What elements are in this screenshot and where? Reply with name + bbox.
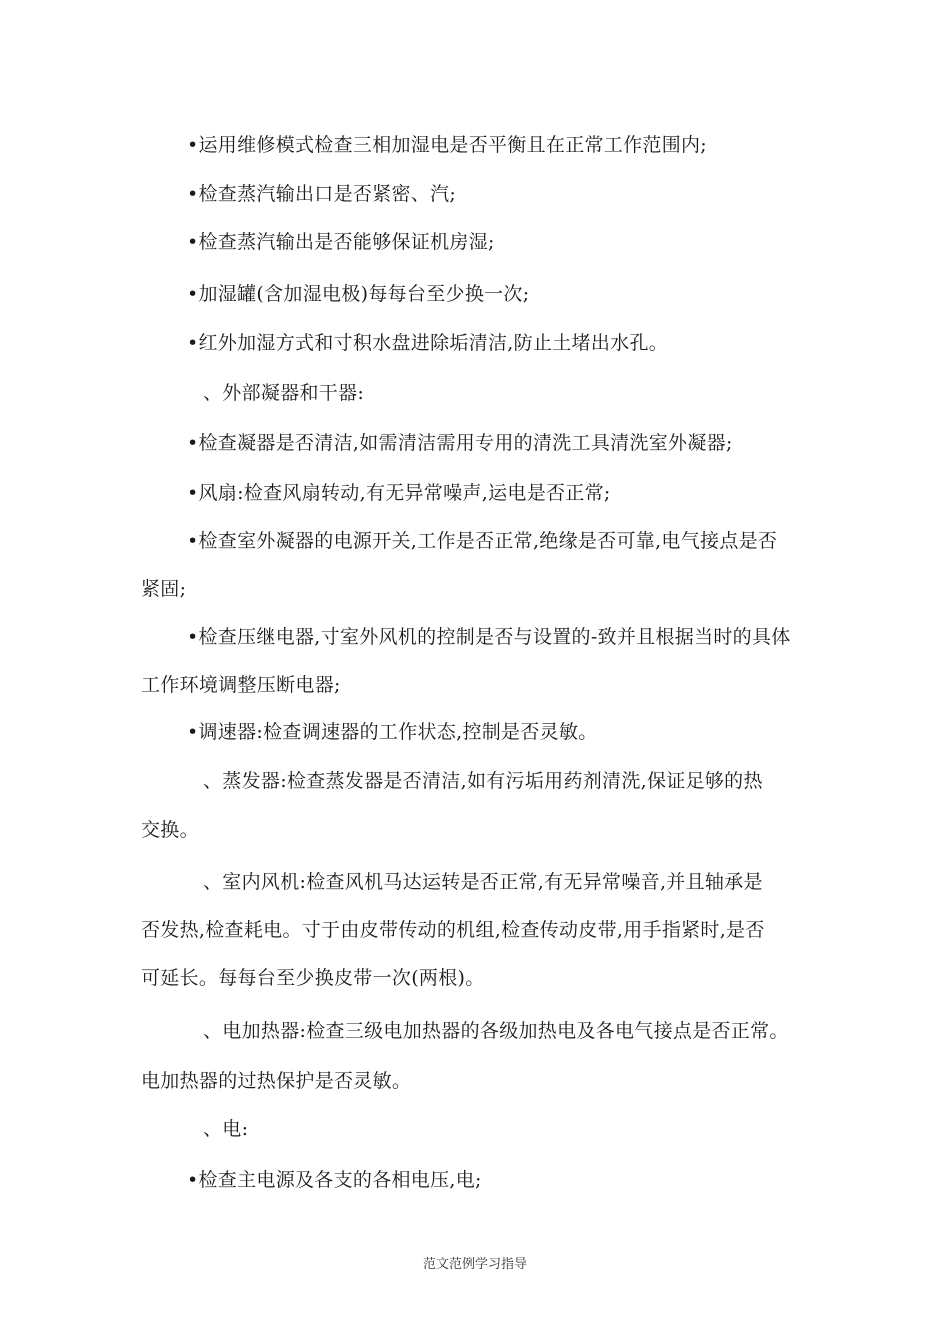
text-line: •加湿罐(含加湿电极)每每台至少换一次; bbox=[187, 283, 530, 305]
text-line: •风扇:检查风扇转动,有无异常噪声,运电是否正常; bbox=[187, 482, 611, 504]
section-heading: 、电: bbox=[203, 1118, 249, 1140]
text-line: •检查压继电器,寸室外风机的控制是否与设置的-致并且根据当时的具体 bbox=[187, 626, 791, 648]
text-line: 交换。 bbox=[141, 819, 199, 841]
section-heading: 、电加热器:检查三级电加热器的各级加热电及各电气接点是否正常。 bbox=[203, 1020, 789, 1042]
text-line: 电加热器的过热保护是否灵敏。 bbox=[141, 1070, 412, 1092]
page-footer: 范文范例学习指导 bbox=[422, 1257, 527, 1272]
text-line: 可延长。每每台至少换皮带一次(两根)。 bbox=[141, 967, 485, 989]
text-line: •检查主电源及各支的各相电压,电; bbox=[187, 1169, 482, 1191]
section-heading: 、外部凝器和干器: bbox=[203, 382, 365, 404]
text-line: 工作环境调整压断电器; bbox=[141, 674, 341, 696]
text-line: 紧固; bbox=[141, 578, 187, 600]
text-line: •检查蒸汽输出是否能够保证机房湿; bbox=[187, 231, 495, 253]
text-line: •检查室外凝器的电源开关,工作是否正常,绝缘是否可靠,电气接点是否 bbox=[187, 530, 778, 552]
section-heading: 、蒸发器:检查蒸发器是否清洁,如有污垢用药剂清洗,保证足够的热 bbox=[203, 770, 763, 792]
text-line: 否发热,检查耗电。寸于由皮带传动的机组,检查传动皮带,用手指紧时,是否 bbox=[141, 919, 765, 941]
text-line: •调速器:检查调速器的工作状态,控制是否灵敏。 bbox=[187, 721, 598, 743]
text-line: •运用维修模式检查三相加湿电是否平衡且在正常工作范围内; bbox=[187, 134, 708, 156]
text-line: •红外加湿方式和寸积水盘进除垢清洁,防止土堵出水孔。 bbox=[187, 332, 669, 354]
section-heading: 、室内风机:检查风机马达运转是否正常,有无异常噪音,并且轴承是 bbox=[203, 871, 763, 893]
text-line: •检查蒸汽输出口是否紧密、汽; bbox=[187, 183, 457, 205]
text-line: •检查凝器是否清洁,如需清洁需用专用的清洗工具清洗室外凝器; bbox=[187, 432, 733, 454]
